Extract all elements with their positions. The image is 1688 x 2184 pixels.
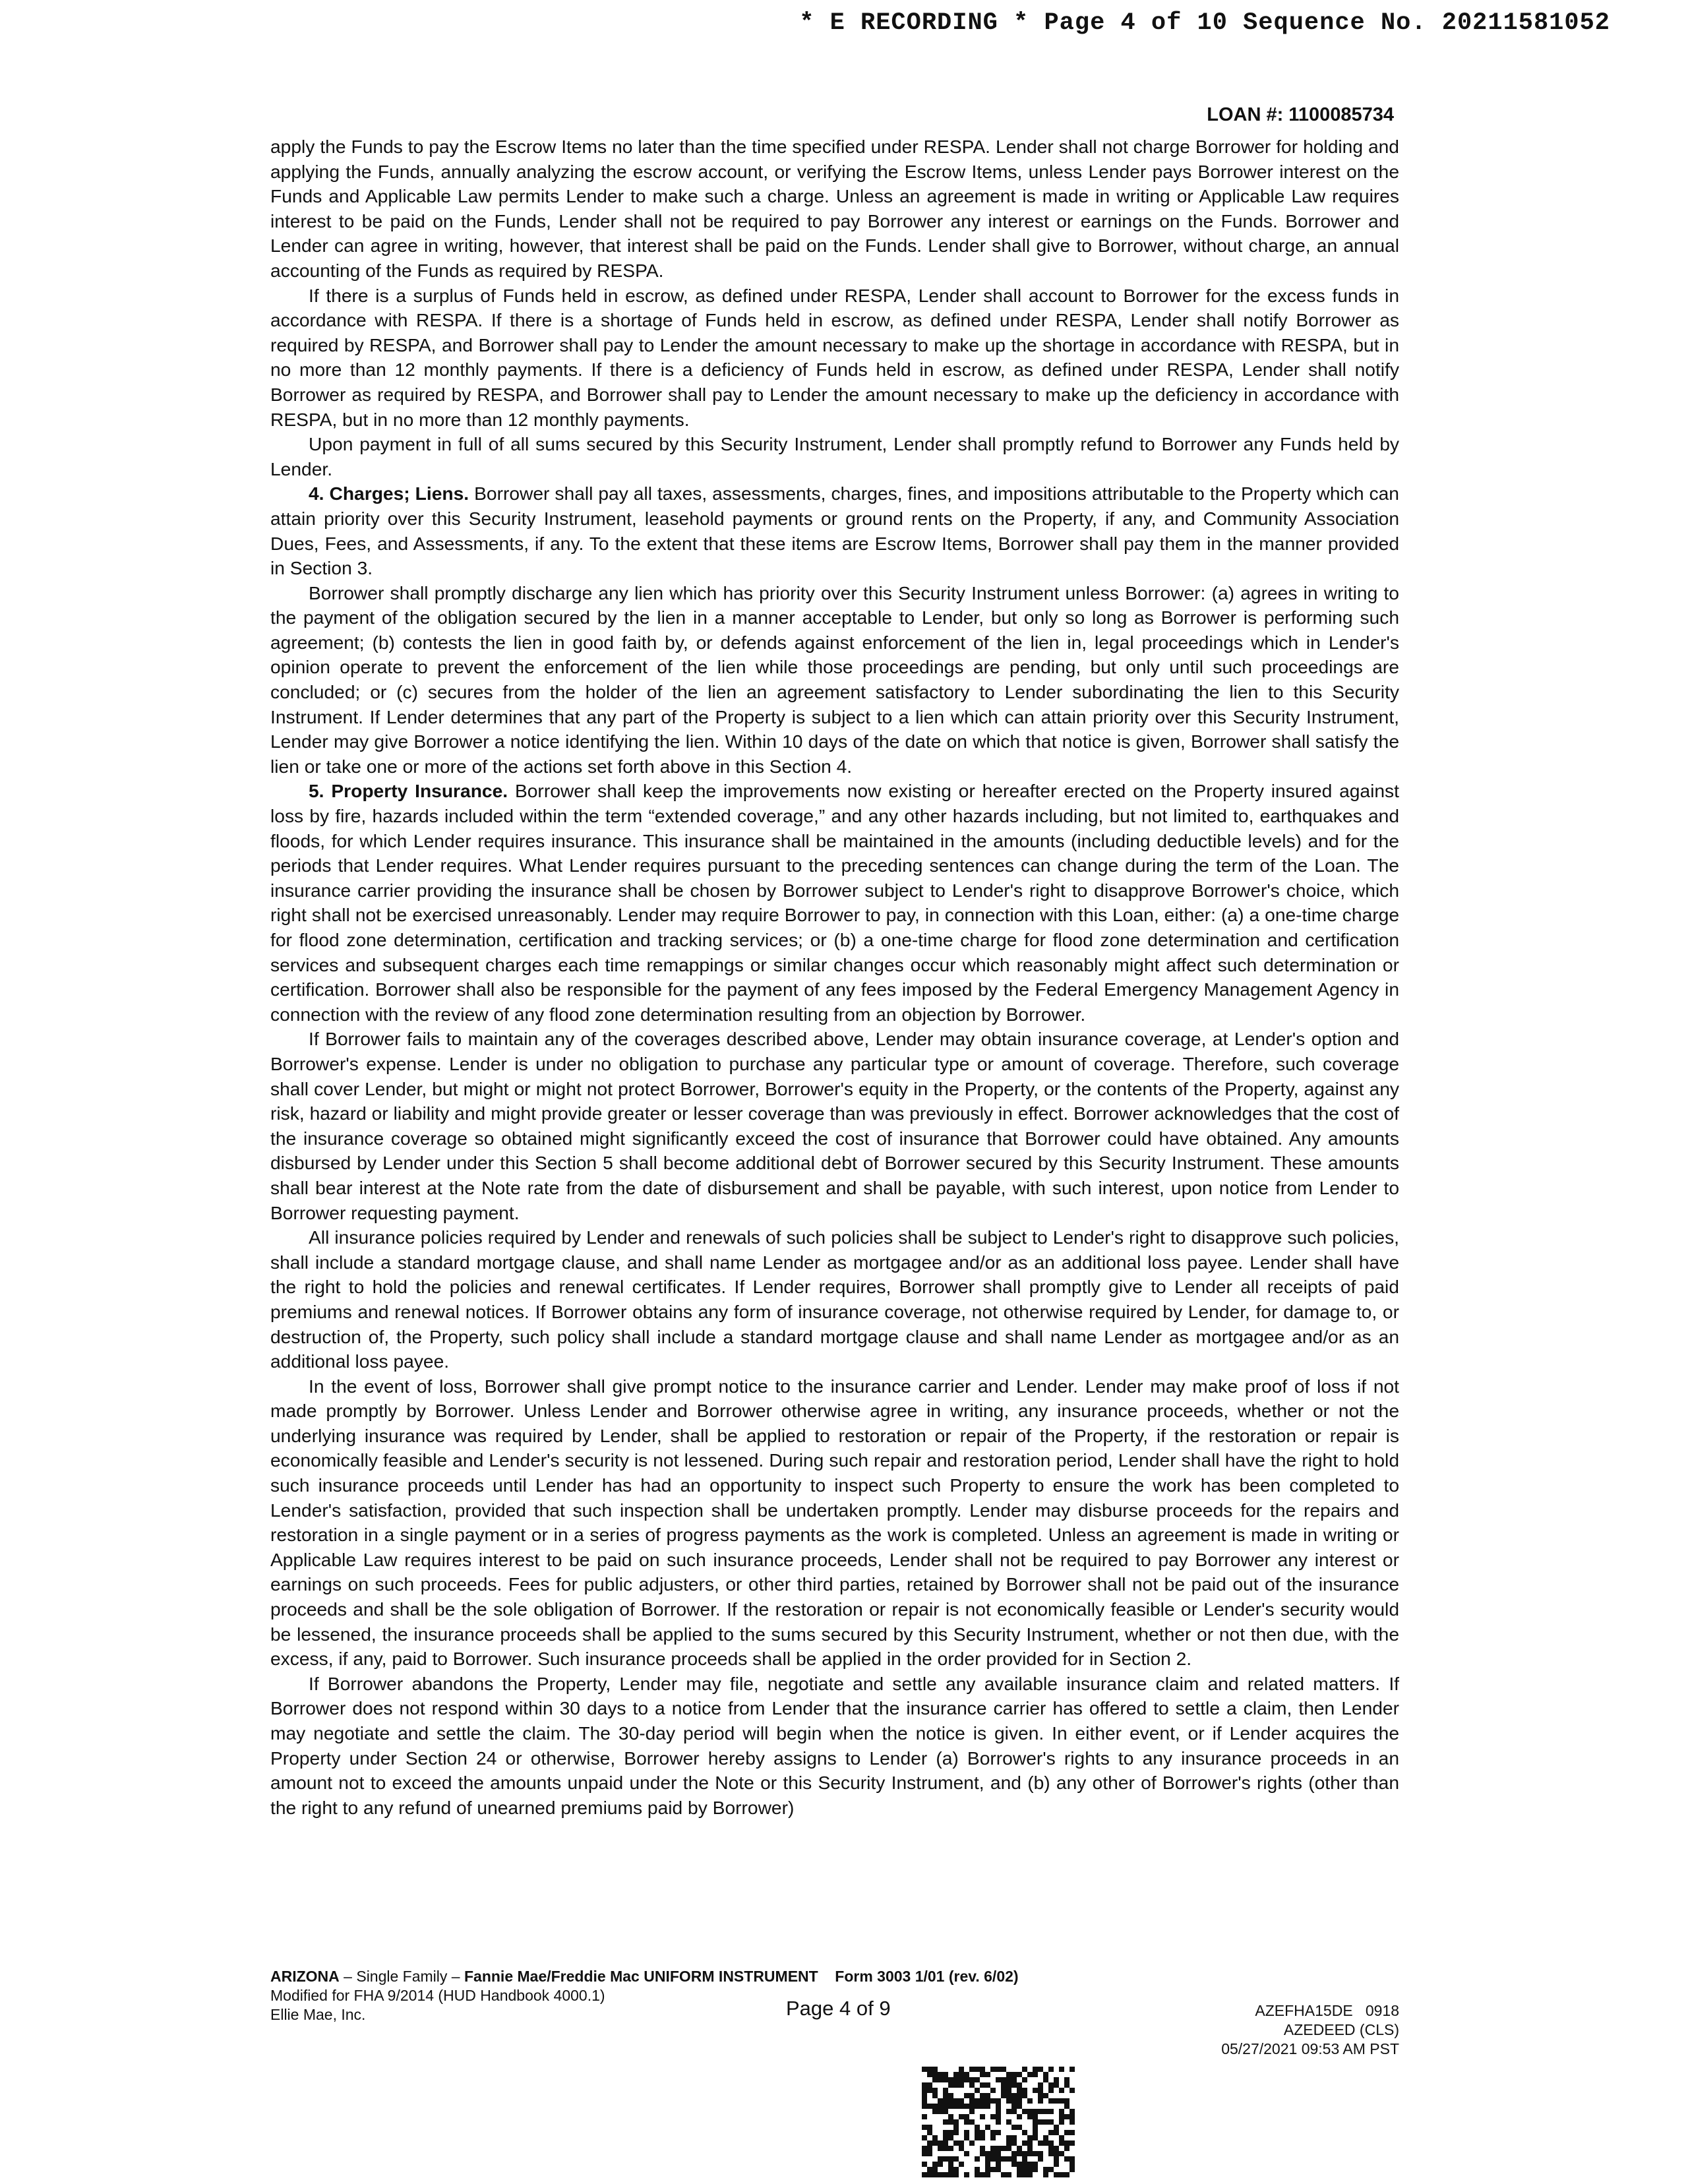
barcode-icon — [922, 2067, 1075, 2180]
section-4 — [270, 481, 1399, 580]
section-5 — [270, 779, 1399, 1027]
paragraph: apply the Funds to pay the Escrow Items no later than the time specified under RESPA. Lender shall not charge Borrower for holding and applying the Funds, annually analyzing the escrow account, or verifying the Escrow Items, unless Lender pays Borrower interest on the Funds and Applicable Law permits Lender to make such a charge. Unless an agreement is made in writing or Applicable Law requires interest to be paid on the Funds, Lender shall not be required to pay Borrower any interest or earnings on the Funds. Borrower and Lender can agree in writing, however, that interest shall be paid on the Funds. Lender shall give to Borrower, without charge, an annual accounting of the Funds as required by RESPA. — [270, 136, 1399, 281]
loan-number: LOAN #: 1100085734 — [1207, 104, 1394, 125]
page-number: Page 4 of 9 — [786, 1997, 891, 2020]
paragraph: In the event of loss, Borrower shall give prompt notice to the insurance carrier and Lender. Lender may make proof of loss if not made promptly by Borrower. Unless Lender and Borrower otherwise agree in writing, any insurance proceeds, whether or not the underlying insurance was required by Lender, shall be applied to restoration or repair of the Property, if the restoration or repair is economically feasible and Lender's security is not lessened. During such repair and restoration period, Lender shall have the right to hold such insurance proceeds until Lender has had an opportunity to inspect such Property to ensure the work has been completed to Lender's satisfaction, provided that such inspection shall be undertaken promptly. Lender may disburse proceeds for the repairs and restoration in a single payment or in a series of progress payments as the work is completed. Unless an agreement is made in writing or Applicable Law requires interest to be paid on such insurance proceeds, Lender shall not be required to pay Borrower any interest or earnings on such proceeds. Fees for public adjusters, or other third parties, retained by Borrower shall not be paid out of the insurance proceeds and shall be the sole obligation of Borrower. If the restoration or repair is not economically feasible or Lender's security would be lessened, the insurance proceeds shall be applied to the sums secured by this Security Instrument, whether or not then due, with the excess, if any, paid to Borrower. Such insurance proceeds shall be applied in the order provided for in Section 2. — [270, 1375, 1399, 1670]
footer-type: – Single Family – — [339, 1968, 464, 1985]
section-text: Borrower shall pay all taxes, assessments, charges, fines, and impositions attributable to the Property which can attain priority over this Security Instrument, leasehold payments or ground rents on the Property, if any, and Community Association Dues, Fees, and Assessments, if any. To the extent that these items are Escrow Items, Borrower shall pay them in the manner provided in Section 3. — [270, 483, 1399, 579]
page-footer — [270, 1967, 1399, 2057]
footer-form-number: Form 3003 1/01 (rev. 6/02) — [835, 1968, 1019, 1985]
footer-code: AZEDEED (CLS) — [1283, 2021, 1399, 2038]
paragraph: Borrower shall promptly discharge any lien which has priority over this Security Instrument unless Borrower: (a) agrees in writing to the payment of the obligation secured by the lien in a manner acceptable to Lender, but only so long as Borrower is performing such agreement; (b) contests the lien in good faith by, or defends against enforcement of the lien in, legal proceedings which in Lender's opinion operate to prevent the enforcement of the lien while those proceedings are pending, but only until such proceedings are concluded; or (c) secures from the holder of the lien an agreement satisfactory to Lender subordinating the lien to this Security Instrument. If Lender determines that any part of the Property is subject to a lien which can attain priority over this Security Instrument, Lender may give Borrower a notice identifying the lien. Within 10 days of the date on which that notice is given, Borrower shall satisfy the lien or take one or more of the actions set forth above in this Section 4. — [270, 582, 1399, 777]
paragraph: If Borrower fails to maintain any of the coverages described above, Lender may obtain insurance coverage, at Lender's option and Borrower's expense. Lender is under no obligation to purchase any particular type or amount of coverage. Therefore, such coverage shall cover Lender, but might or might not protect Borrower, Borrower's equity in the Property, or the contents of the Property, against any risk, hazard or liability and might provide greater or lesser coverage than was previously in effect. Borrower acknowledges that the cost of the insurance coverage so obtained might significantly exceed the cost of insurance that Borrower could have obtained. Any amounts disbursed by Lender under this Section 5 shall become additional debt of Borrower secured by this Security Instrument. These amounts shall bear interest at the Note rate from the date of disbursement and shall be payable, with such interest, upon notice from Lender to Borrower requesting payment. — [270, 1028, 1399, 1223]
recording-stamp: * E RECORDING * Page 4 of 10 Sequence No. 20211581052 — [799, 9, 1610, 37]
paragraph: If Borrower abandons the Property, Lender may file, negotiate and settle any available insurance claim and related matters. If Borrower does not respond within 30 days to a notice from Lender that the insurance carrier has offered to settle a claim, then Lender may negotiate and settle the claim. The 30-day period will begin when the notice is given. In either event, or if Lender acquires the Property under Section 24 or otherwise, Borrower hereby assigns to Lender (a) Borrower's rights to any insurance proceeds in an amount not to exceed the amounts unpaid under the Note or this Security Instrument, and (b) any other of Borrower's rights (other than the right to any refund of unearned premiums paid by Borrower) — [270, 1672, 1399, 1818]
document-body — [270, 135, 1399, 1820]
footer-modified: Modified for FHA 9/2014 (HUD Handbook 4000.1) — [270, 1987, 605, 2004]
footer-codes — [1221, 2001, 1399, 2059]
footer-state: ARIZONA — [270, 1968, 340, 1985]
paragraph: Upon payment in full of all sums secured by this Security Instrument, Lender shall promptly refund to Borrower any Funds held by Lender. — [270, 433, 1399, 479]
footer-vendor: Ellie Mae, Inc. — [270, 2006, 366, 2023]
footer-code: AZEFHA15DE 0918 — [1255, 2002, 1399, 2019]
paragraph: All insurance policies required by Lender and renewals of such policies shall be subject to Lender's right to disapprove such policies, shall include a standard mortgage clause, and shall name Lender as mortgagee and/or as an additional loss payee. Lender shall have the right to hold the policies and renewal certificates. If Lender requires, Borrower shall promptly give to Lender all receipts of paid premiums and renewal notices. If Borrower obtains any form of insurance coverage, not otherwise required by Lender, for damage to, or destruction of, the Property, such policy shall include a standard mortgage clause and shall name Lender as mortgagee and/or as an additional loss payee. — [270, 1227, 1399, 1372]
footer-form-line — [270, 1967, 1019, 1986]
footer-instrument: Fannie Mae/Freddie Mac UNIFORM INSTRUMENT — [464, 1968, 818, 1985]
footer-timestamp: 05/27/2021 09:53 AM PST — [1221, 2040, 1399, 2057]
section-heading: 4. Charges; Liens. — [309, 483, 469, 504]
paragraph: If there is a surplus of Funds held in escrow, as defined under RESPA, Lender shall account to Borrower for the excess funds in accordance with RESPA. If there is a shortage of Funds held in escrow, as defined under RESPA, Lender shall notify Borrower as required by RESPA, and Borrower shall pay to Lender the amount necessary to make up the shortage in accordance with RESPA, but in no more than 12 monthly payments. If there is a deficiency of Funds held in escrow, as defined under RESPA, Lender shall notify Borrower as required by RESPA, and Borrower shall pay to Lender the amount necessary to make up the deficiency in accordance with RESPA, but in no more than 12 monthly payments. — [270, 284, 1399, 430]
section-text: Borrower shall keep the improvements now existing or hereafter erected on the Property insured against loss by fire, hazards included within the term “extended coverage,” and any other hazards including, but not limited to, earthquakes and floods, for which Lender requires insurance. This insurance shall be maintained in the amounts (including deductible levels) and for the periods that Lender requires. What Lender requires pursuant to the preceding sentences can change during the term of the Loan. The insurance carrier providing the insurance shall be chosen by Borrower subject to Lender's right to disapprove Borrower's choice, which right shall not be exercised unreasonably. Lender may require Borrower to pay, in connection with this Loan, either: (a) a one-time charge for flood zone determination, certification and tracking services; or (b) a one-time charge for flood zone determination and certification services and subsequent charges each time remappings or similar changes occur which reasonably might affect such determination or certification. Borrower shall also be responsible for the payment of any fees imposed by the Federal Emergency Management Agency in connection with the review of any flood zone determination resulting from an objection by Borrower. — [270, 780, 1399, 1025]
section-heading: 5. Property Insurance. — [309, 780, 508, 802]
